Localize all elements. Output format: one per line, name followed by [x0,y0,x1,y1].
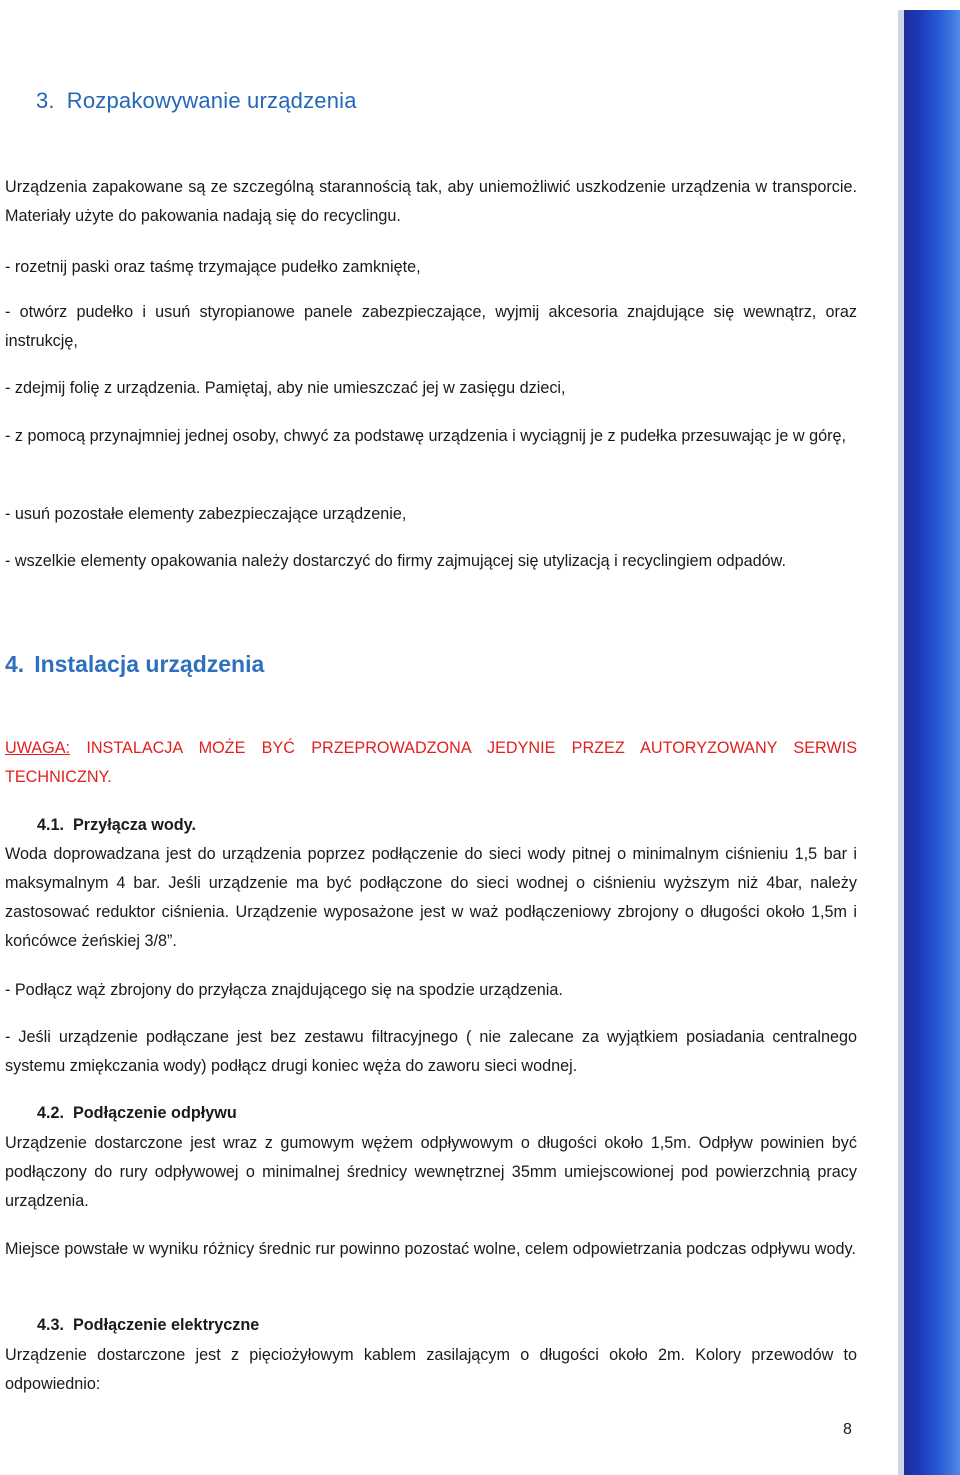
subsection-4-2-p2: Miejsce powstałe w wyniku różnicy średnic rur powinno pozostać wolne, celem odpowietrzania podczas odpływu wody. [5,1240,856,1258]
subsection-number: 4.3. [37,1316,65,1334]
step-item: - usuń pozostałe elementy zabezpieczające urządzenie, [5,505,407,523]
warning-label: UWAGA: [5,739,71,757]
decorative-side-stripe [898,10,960,1475]
subsection-4-3-heading [37,1311,259,1340]
step-item: - otwórz pudełko i usuń styropianowe panele zabezpieczające, wyjmij akcesoria znajdujące się wewnątrz, oraz instrukcję, [5,303,857,350]
section-4-heading [5,650,264,679]
subsection-4-2-heading [37,1099,237,1128]
intro-paragraph: Urządzenia zapakowane są ze szczególną starannością tak, aby uniemożliwić uszkodzenie urządzenia w transporcie. Materiały użyte do pakowania nadają się do recyclingu. [5,178,857,225]
section-4-title: Instalacja urządzenia [34,651,265,677]
subsection-number: 4.1. [37,816,65,834]
section-4-number: 4. [5,651,25,677]
section-3-heading [36,88,357,114]
subsection-4-1-body: Woda doprowadzana jest do urządzenia poprzez podłączenie do sieci wody pitnej o minimalnym ciśnieniu 1,5 bar i maksymalnym 4 bar. Jeśli urządzenie ma być podłączone do sieci wodnej o ciśnieniu wyższym niż 4bar, należy zastosować reduktor ciśnienia. Urządzenie wyposażone jest w waż podłączeniowy zbrojony o długości około 1,5m i końcówce żeńskiej 3/8”. [5,845,857,950]
subsection-4-1-p2: - Podłącz wąż zbrojony do przyłącza znajdującego się na spodzie urządzenia. [5,981,563,999]
step-item: - z pomocą przynajmniej jednej osoby, chwyć za podstawę urządzenia i wyciągnij je z pudełka przesuwając je w górę, [5,427,846,445]
subsection-4-2-body: Urządzenie dostarczone jest wraz z gumowym wężem odpływowym o długości około 1,5m. Odpływ powinien być podłączony do rury odpływowej o minimalnej średnicy wewnętrznej 35mm umiejscowionej pod powierzchnią pracy urządzenia. [5,1134,857,1210]
subsection-title: Podłączenie elektryczne [73,1316,260,1334]
page-number: 8 [843,1421,852,1438]
section-3-title: Rozpakowywanie urządzenia [66,88,357,113]
step-item: - zdejmij folię z urządzenia. Pamiętaj, aby nie umieszczać jej w zasięgu dzieci, [5,379,566,397]
warning-text: INSTALACJA MOŻE BYĆ PRZEPROWADZONA JEDYNIE PRZEZ AUTORYZOWANY SERWIS TECHNICZNY. [5,739,857,786]
step-item: - wszelkie elementy opakowania należy dostarczyć do firmy zajmującej się utylizacją i recyclingiem odpadów. [5,552,786,570]
subsection-title: Przyłącza wody. [73,816,196,834]
subsection-4-1-heading [37,811,196,840]
subsection-title: Podłączenie odpływu [73,1104,237,1122]
warning-notice [5,734,857,792]
step-item: - rozetnij paski oraz taśmę trzymające pudełko zamknięte, [5,258,421,276]
subsection-4-3-body: Urządzenie dostarczone jest z pięciożyłowym kablem zasilającym o długości około 2m. Kolory przewodów to odpowiednio: [5,1346,857,1393]
subsection-number: 4.2. [37,1104,65,1122]
subsection-4-1-p3: - Jeśli urządzenie podłączane jest bez zestawu filtracyjnego ( nie zalecane za wyjątkiem posiadania centralnego systemu zmiękczania wody) podłącz drugi koniec węża do zaworu sieci wodnej. [5,1028,857,1075]
section-3-number: 3. [36,88,55,113]
